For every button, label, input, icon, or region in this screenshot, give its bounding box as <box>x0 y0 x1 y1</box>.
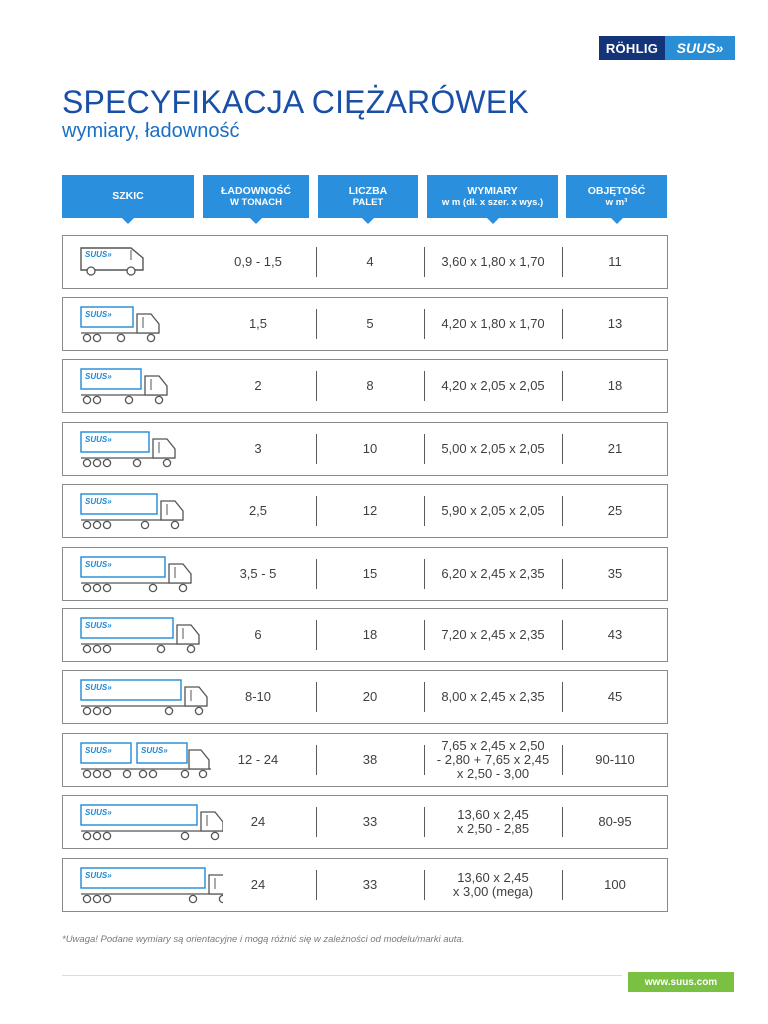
cell-wymiary <box>424 485 562 537</box>
column-divider <box>424 247 425 277</box>
wheel-icon <box>155 396 162 403</box>
wheel-icon <box>103 459 110 466</box>
wymiary-value-line: 7,65 x 2,45 x 2,50 <box>441 738 545 753</box>
wheel-icon <box>93 832 100 839</box>
suus-brand-label: SUUS» <box>85 435 112 444</box>
objetosc-value: 90-110 <box>595 752 635 767</box>
cell-ladownosc <box>200 671 316 723</box>
ladownosc-value: 6 <box>254 627 262 642</box>
palety-value: 15 <box>362 566 378 581</box>
wymiary-value-line: 6,20 x 2,45 x 2,35 <box>441 566 545 581</box>
cell-objetosc <box>562 859 668 911</box>
wymiary-value-line: 4,20 x 1,80 x 1,70 <box>441 316 545 331</box>
suus-brand-label: SUUS» <box>85 746 112 755</box>
wheel-icon <box>83 832 90 839</box>
header-objetosc <box>566 175 667 218</box>
cab-icon <box>177 625 199 644</box>
cell-wymiary <box>424 360 562 412</box>
objetosc-value: 11 <box>608 254 622 269</box>
wheel-icon <box>83 645 90 652</box>
wheel-icon <box>93 334 100 341</box>
column-divider <box>424 496 425 526</box>
wheel-icon <box>93 521 100 528</box>
wymiary-value-line: 7,20 x 2,45 x 2,35 <box>441 627 545 642</box>
wheel-icon <box>171 521 178 528</box>
palety-value: 8 <box>366 378 374 393</box>
wheel-icon <box>83 334 90 341</box>
cell-objetosc <box>562 548 668 600</box>
wheel-icon <box>127 267 135 275</box>
wheel-icon <box>83 521 90 528</box>
cell-palety <box>316 734 424 786</box>
suus-brand-label: SUUS» <box>85 808 112 817</box>
palety-value: 18 <box>362 627 378 642</box>
column-divider <box>316 496 317 526</box>
wheel-icon <box>149 770 156 777</box>
wheel-icon <box>103 770 110 777</box>
wheel-icon <box>83 770 90 777</box>
cab-icon <box>145 376 167 395</box>
cell-objetosc <box>562 734 668 786</box>
table-row <box>62 359 668 413</box>
ladownosc-value: 3,5 - 5 <box>239 566 277 581</box>
wheel-icon <box>83 584 90 591</box>
wheel-icon <box>181 832 188 839</box>
column-divider <box>316 682 317 712</box>
objetosc-value: 25 <box>607 503 623 518</box>
page-title: SPECYFIKACJA CIĘŻARÓWEK <box>62 84 529 120</box>
column-divider <box>424 434 425 464</box>
ladownosc-value: 24 <box>250 814 266 829</box>
cell-palety <box>316 298 424 350</box>
cell-wymiary <box>424 423 562 475</box>
wheel-icon <box>179 584 186 591</box>
cell-ladownosc <box>200 548 316 600</box>
ladownosc-value: 3 <box>254 441 262 456</box>
palety-value: 33 <box>362 877 378 892</box>
table-row <box>62 297 668 351</box>
palety-value: 10 <box>362 441 378 456</box>
column-divider <box>562 496 563 526</box>
rohlig-logo-text: RÖHLIG <box>599 36 665 60</box>
cell-ladownosc <box>200 360 316 412</box>
rohlig-suus-logo <box>599 36 735 60</box>
suus-brand-label: SUUS» <box>85 372 112 381</box>
wheel-icon <box>123 770 130 777</box>
header-wymiary-line2: w m (dł. x szer. x wys.) <box>441 196 544 208</box>
column-divider <box>316 620 317 650</box>
wheel-icon <box>141 521 148 528</box>
wheel-icon <box>181 770 188 777</box>
ladownosc-value: 8-10 <box>244 689 272 704</box>
column-divider <box>562 870 563 900</box>
table-row <box>62 733 668 787</box>
cell-palety <box>316 671 424 723</box>
cell-objetosc <box>562 298 668 350</box>
header-ladownosc <box>203 175 309 218</box>
column-divider <box>562 247 563 277</box>
wheel-icon <box>147 334 154 341</box>
wheel-icon <box>139 770 146 777</box>
column-divider <box>424 807 425 837</box>
cell-ladownosc <box>200 859 316 911</box>
ladownosc-value: 0,9 - 1,5 <box>234 254 282 269</box>
cell-palety <box>316 485 424 537</box>
wheel-icon <box>103 584 110 591</box>
wheel-icon <box>133 459 140 466</box>
column-divider <box>562 620 563 650</box>
wheel-icon <box>93 895 100 902</box>
cell-wymiary <box>424 236 562 288</box>
table-row <box>62 484 668 538</box>
wheel-icon <box>93 584 100 591</box>
table-row <box>62 422 668 476</box>
objetosc-value: 45 <box>607 689 623 704</box>
wheel-icon <box>149 584 156 591</box>
website-badge[interactable]: www.suus.com <box>628 972 734 992</box>
palety-value: 12 <box>362 503 378 518</box>
wymiary-value-line: - 2,80 + 7,65 x 2,45 <box>436 752 550 767</box>
ladownosc-value: 2,5 <box>248 503 268 518</box>
cab-icon <box>137 314 159 333</box>
wheel-icon <box>103 521 110 528</box>
suus-brand-label: SUUS» <box>85 871 112 880</box>
column-divider <box>424 559 425 589</box>
wheel-icon <box>187 645 194 652</box>
header-ladownosc-line1: ŁADOWNOŚĆ <box>221 184 291 197</box>
wheel-icon <box>125 396 132 403</box>
cell-objetosc <box>562 236 668 288</box>
cell-wymiary <box>424 734 562 786</box>
cell-palety <box>316 796 424 848</box>
wheel-icon <box>83 895 90 902</box>
ladownosc-value: 24 <box>250 877 266 892</box>
palety-value: 20 <box>362 689 378 704</box>
cell-objetosc <box>562 609 668 661</box>
column-divider <box>424 745 425 775</box>
header-szkic-label: SZKIC <box>112 190 144 202</box>
cell-palety <box>316 423 424 475</box>
wheel-icon <box>93 770 100 777</box>
header-objetosc-line2: w m³ <box>605 196 628 208</box>
cell-ladownosc <box>200 298 316 350</box>
column-divider <box>562 807 563 837</box>
column-divider <box>424 682 425 712</box>
wheel-icon <box>93 459 100 466</box>
ladownosc-value: 2 <box>254 378 262 393</box>
table-row <box>62 858 668 912</box>
cell-wymiary <box>424 671 562 723</box>
cell-palety <box>316 548 424 600</box>
cell-objetosc <box>562 423 668 475</box>
wheel-icon <box>103 895 110 902</box>
cell-ladownosc <box>200 485 316 537</box>
cell-objetosc <box>562 485 668 537</box>
footnote: *Uwaga! Podane wymiary są orientacyjne i mogą różnić się w zależności od modelu/marki auta. <box>62 934 465 945</box>
objetosc-value: 35 <box>607 566 623 581</box>
suus-brand-label: SUUS» <box>85 310 112 319</box>
wheel-icon <box>103 707 110 714</box>
column-divider <box>424 309 425 339</box>
wymiary-value-line: 5,00 x 2,05 x 2,05 <box>441 441 545 456</box>
objetosc-value: 43 <box>607 627 623 642</box>
cell-wymiary <box>424 548 562 600</box>
header-wymiary-line1: WYMIARY <box>467 184 518 197</box>
column-divider <box>562 559 563 589</box>
cell-palety <box>316 360 424 412</box>
header-szkic <box>62 175 194 218</box>
cell-objetosc <box>562 796 668 848</box>
cell-ladownosc <box>200 796 316 848</box>
header-palety-line2: PALET <box>352 196 384 208</box>
wheel-icon <box>83 459 90 466</box>
suus-brand-label: SUUS» <box>85 250 112 259</box>
cell-wymiary <box>424 796 562 848</box>
wheel-icon <box>189 895 196 902</box>
column-divider <box>424 371 425 401</box>
column-divider <box>424 870 425 900</box>
wheel-icon <box>103 832 110 839</box>
wymiary-value-line: 3,60 x 1,80 x 1,70 <box>441 254 545 269</box>
ladownosc-value: 1,5 <box>248 316 268 331</box>
wheel-icon <box>93 396 100 403</box>
objetosc-value: 21 <box>607 441 623 456</box>
objetosc-value: 100 <box>604 877 626 892</box>
column-divider <box>424 620 425 650</box>
header-palety-line1: LICZBA <box>348 184 388 197</box>
cell-palety <box>316 609 424 661</box>
header-wymiary <box>427 175 558 218</box>
palety-value: 33 <box>362 814 378 829</box>
wheel-icon <box>163 459 170 466</box>
table-row <box>62 670 668 724</box>
wheel-icon <box>117 334 124 341</box>
table-row <box>62 235 668 289</box>
cell-palety <box>316 236 424 288</box>
cell-wymiary <box>424 609 562 661</box>
column-divider <box>316 371 317 401</box>
page-subtitle: wymiary, ładowność <box>62 120 240 142</box>
wymiary-value-line: 13,60 x 2,45 <box>457 870 529 885</box>
column-divider <box>562 434 563 464</box>
column-divider <box>562 309 563 339</box>
column-divider <box>316 559 317 589</box>
cell-objetosc <box>562 360 668 412</box>
palety-value: 38 <box>362 752 378 767</box>
header-ladownosc-line2: W TONACH <box>229 196 283 208</box>
cab-icon <box>161 501 183 520</box>
cell-wymiary <box>424 859 562 911</box>
column-divider <box>316 434 317 464</box>
cell-ladownosc <box>200 423 316 475</box>
suus-brand-label: SUUS» <box>85 560 112 569</box>
column-divider <box>562 745 563 775</box>
wheel-icon <box>93 645 100 652</box>
wymiary-value-line: x 3,00 (mega) <box>452 884 534 899</box>
suus-logo-text: SUUS» <box>665 36 735 60</box>
footer-divider <box>62 975 622 976</box>
cab-icon <box>153 439 175 458</box>
table-row <box>62 608 668 662</box>
wheel-icon <box>87 267 95 275</box>
column-divider <box>316 745 317 775</box>
column-divider <box>562 682 563 712</box>
suus-brand-label: SUUS» <box>85 683 112 692</box>
wymiary-value-line: 13,60 x 2,45 <box>457 807 529 822</box>
cell-wymiary <box>424 298 562 350</box>
cab-icon <box>169 564 191 583</box>
wymiary-value-line: 4,20 x 2,05 x 2,05 <box>441 378 545 393</box>
objetosc-value: 80-95 <box>598 814 632 829</box>
column-divider <box>316 870 317 900</box>
wheel-icon <box>93 707 100 714</box>
column-divider <box>316 247 317 277</box>
column-divider <box>316 309 317 339</box>
header-palety <box>318 175 418 218</box>
wymiary-value-line: x 2,50 - 2,85 <box>456 821 530 836</box>
wheel-icon <box>103 645 110 652</box>
table-row <box>62 795 668 849</box>
cell-objetosc <box>562 671 668 723</box>
wheel-icon <box>157 645 164 652</box>
suus-brand-label: SUUS» <box>85 621 112 630</box>
suus-brand-label: SUUS» <box>141 746 168 755</box>
wymiary-value-line: 8,00 x 2,45 x 2,35 <box>441 689 545 704</box>
wymiary-value-line: 5,90 x 2,05 x 2,05 <box>441 503 545 518</box>
objetosc-value: 13 <box>607 316 623 331</box>
palety-value: 4 <box>366 254 374 269</box>
wymiary-value-line: x 2,50 - 3,00 <box>456 766 530 781</box>
wheel-icon <box>165 707 172 714</box>
suus-brand-label: SUUS» <box>85 497 112 506</box>
cell-palety <box>316 859 424 911</box>
palety-value: 5 <box>366 316 374 331</box>
wheel-icon <box>83 707 90 714</box>
table-row <box>62 547 668 601</box>
cell-ladownosc <box>200 734 316 786</box>
header-objetosc-line1: OBJĘTOŚĆ <box>587 184 646 197</box>
objetosc-value: 18 <box>607 378 623 393</box>
cell-ladownosc <box>200 236 316 288</box>
column-divider <box>316 807 317 837</box>
cell-ladownosc <box>200 609 316 661</box>
column-divider <box>562 371 563 401</box>
wheel-icon <box>83 396 90 403</box>
ladownosc-value: 12 - 24 <box>237 752 279 767</box>
